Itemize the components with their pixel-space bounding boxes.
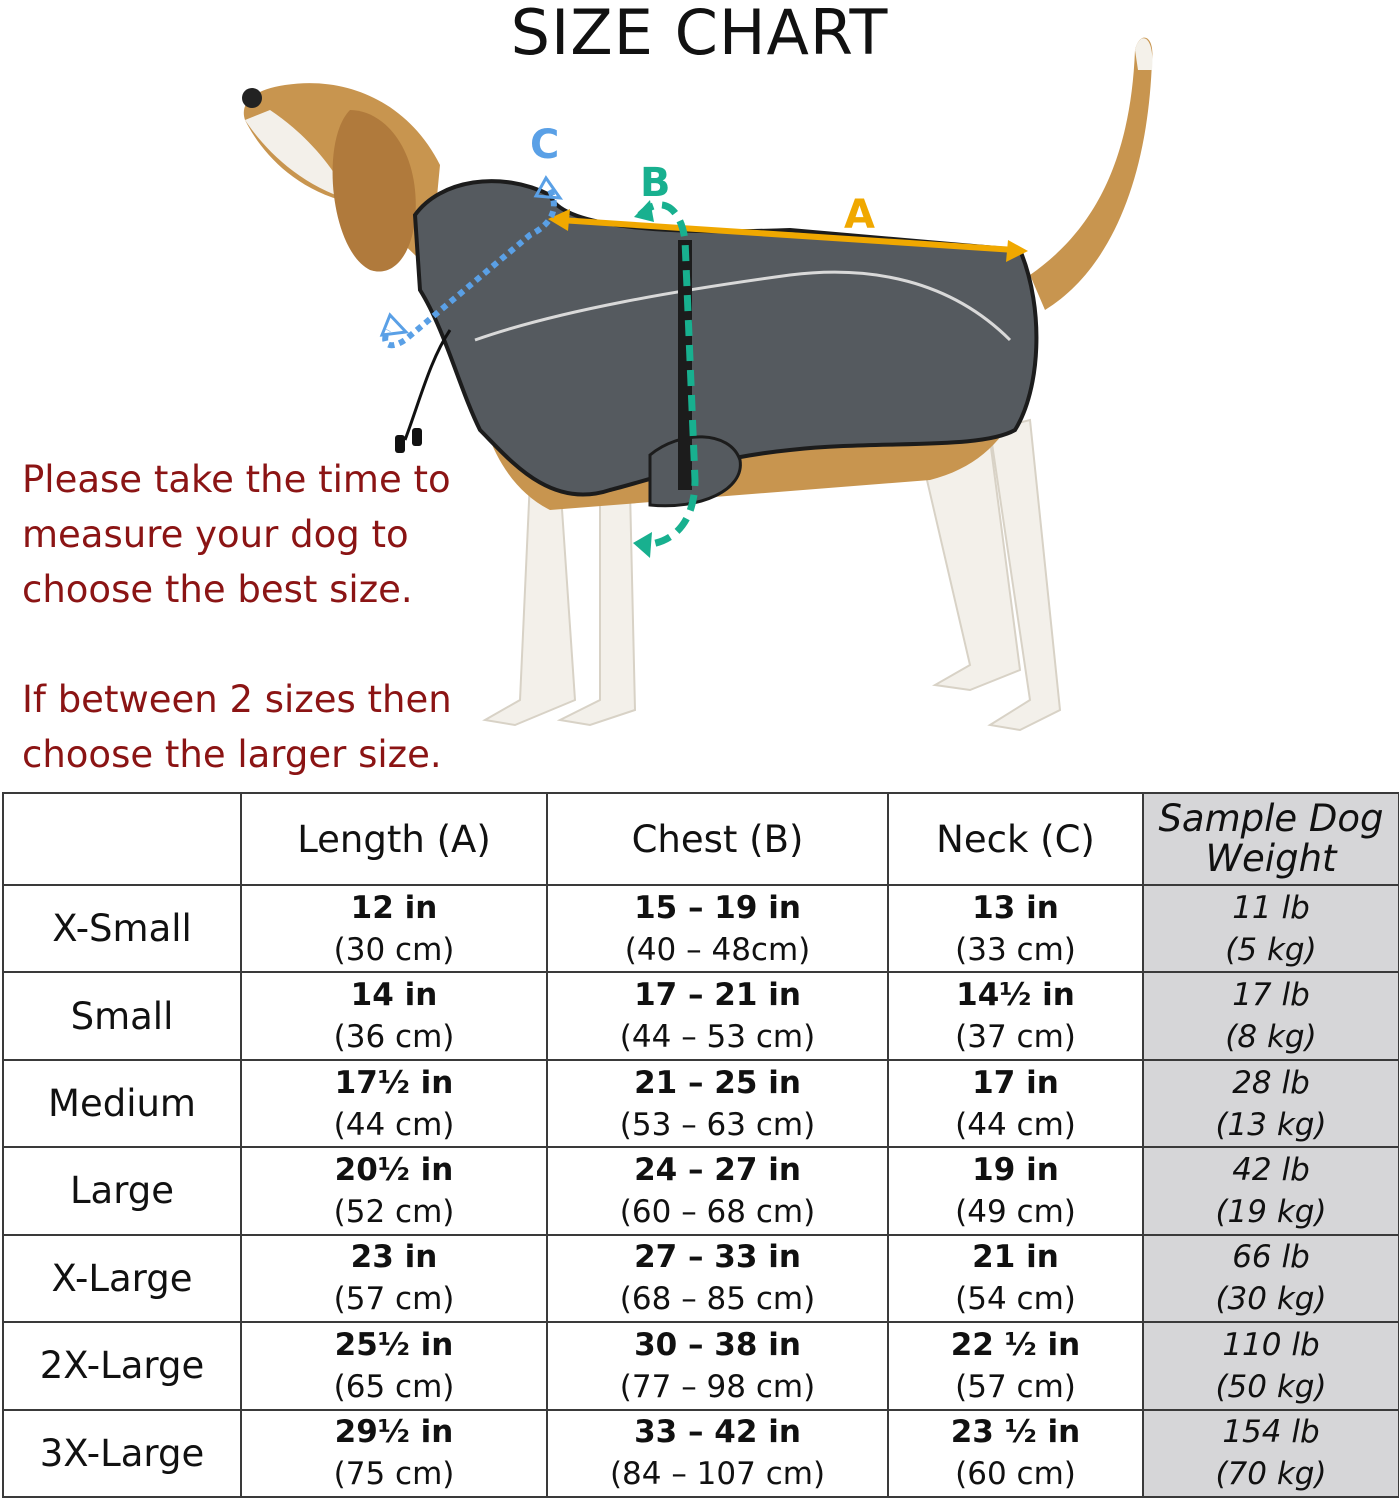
- weight-metric: (8 kg): [1225, 1019, 1317, 1056]
- size-between-instruction: [22, 672, 452, 782]
- length-cell: [241, 1410, 547, 1497]
- size-name-cell: X-Large: [3, 1235, 241, 1322]
- neck-imperial: 17 in: [972, 1064, 1059, 1101]
- size-chart-table: [2, 792, 1399, 1498]
- neck-imperial: 22 ½ in: [950, 1326, 1081, 1363]
- neck-cell: [888, 1322, 1143, 1409]
- length-cell: [241, 1147, 547, 1234]
- length-imperial: 14 in: [350, 977, 438, 1014]
- header-sample-weight: [1143, 793, 1399, 885]
- neck-cell: [888, 972, 1143, 1059]
- weight-metric: (30 kg): [1215, 1281, 1327, 1318]
- weight-imperial: 42 lb: [1232, 1151, 1310, 1188]
- weight-metric: (19 kg): [1215, 1193, 1327, 1230]
- chest-imperial: 27 – 33 in: [634, 1239, 801, 1276]
- chest-metric: (53 – 63 cm): [619, 1106, 816, 1143]
- weight-metric: (5 kg): [1225, 931, 1317, 968]
- weight-metric: (50 kg): [1215, 1368, 1327, 1405]
- weight-imperial: 66 lb: [1232, 1239, 1310, 1276]
- header-neck: Neck (C): [888, 793, 1143, 885]
- header-sample-line: Weight: [1205, 837, 1337, 880]
- table-row: [3, 1147, 1399, 1234]
- chest-imperial: 15 – 19 in: [634, 889, 801, 926]
- page-title: SIZE CHART: [510, 0, 889, 69]
- neck-imperial: 14½ in: [956, 977, 1075, 1014]
- measure-instruction: [22, 452, 451, 617]
- chest-imperial: 30 – 38 in: [634, 1326, 801, 1363]
- weight-cell: [1143, 1147, 1399, 1234]
- neck-metric: (54 cm): [955, 1281, 1076, 1318]
- neck-metric: (33 cm): [955, 931, 1076, 968]
- neck-imperial: 21 in: [972, 1239, 1059, 1276]
- note-line: If between 2 sizes then: [22, 678, 452, 721]
- length-imperial: 20½ in: [334, 1151, 454, 1188]
- neck-cell: [888, 885, 1143, 972]
- length-imperial: 12 in: [350, 889, 438, 926]
- table-header-row: [3, 793, 1399, 885]
- table-row: [3, 1060, 1399, 1147]
- length-metric: (30 cm): [333, 931, 455, 968]
- chest-cell: [547, 1322, 888, 1409]
- length-cell: [241, 1235, 547, 1322]
- chest-metric: (40 – 48cm): [624, 931, 811, 968]
- chest-cell: [547, 972, 888, 1059]
- neck-imperial: 13 in: [972, 889, 1059, 926]
- dog-tail: [1030, 38, 1152, 310]
- table-row: [3, 1235, 1399, 1322]
- chest-metric: (84 – 107 cm): [609, 1456, 826, 1493]
- chest-metric: (68 – 85 cm): [619, 1281, 816, 1318]
- header-length: Length (A): [241, 793, 547, 885]
- neck-cell: [888, 1235, 1143, 1322]
- length-cell: [241, 1322, 547, 1409]
- label-c: C: [530, 122, 560, 168]
- length-imperial: 23 in: [350, 1239, 438, 1276]
- chest-cell: [547, 1147, 888, 1234]
- size-name-cell: Large: [3, 1147, 241, 1234]
- note-line: measure your dog to: [22, 513, 409, 556]
- chest-imperial: 24 – 27 in: [634, 1151, 801, 1188]
- chest-imperial: 17 – 21 in: [634, 977, 801, 1014]
- weight-imperial: 28 lb: [1232, 1064, 1310, 1101]
- neck-metric: (49 cm): [955, 1193, 1076, 1230]
- size-name-cell: Medium: [3, 1060, 241, 1147]
- length-imperial: 17½ in: [334, 1064, 454, 1101]
- size-name-cell: Small: [3, 972, 241, 1059]
- weight-imperial: 110 lb: [1222, 1326, 1320, 1363]
- length-imperial: 25½ in: [334, 1326, 454, 1363]
- neck-imperial: 23 ½ in: [950, 1414, 1081, 1451]
- header-blank: [3, 793, 241, 885]
- dog-front-leg: [485, 480, 575, 725]
- note-line: choose the larger size.: [22, 733, 442, 776]
- neck-cell: [888, 1060, 1143, 1147]
- chest-metric: (60 – 68 cm): [619, 1193, 816, 1230]
- chest-imperial: 33 – 42 in: [634, 1414, 801, 1451]
- weight-cell: [1143, 1060, 1399, 1147]
- chest-imperial: 21 – 25 in: [634, 1064, 801, 1101]
- label-a: A: [844, 192, 875, 238]
- table-row: [3, 1410, 1399, 1497]
- weight-metric: (13 kg): [1215, 1106, 1327, 1143]
- weight-cell: [1143, 1322, 1399, 1409]
- weight-cell: [1143, 1235, 1399, 1322]
- weight-cell: [1143, 885, 1399, 972]
- size-name-cell: 3X-Large: [3, 1410, 241, 1497]
- table-row: [3, 885, 1399, 972]
- neck-metric: (44 cm): [955, 1106, 1076, 1143]
- weight-metric: (70 kg): [1215, 1456, 1327, 1493]
- weight-cell: [1143, 1410, 1399, 1497]
- size-name-cell: X-Small: [3, 885, 241, 972]
- chest-cell: [547, 1235, 888, 1322]
- length-metric: (57 cm): [333, 1281, 455, 1318]
- length-cell: [241, 885, 547, 972]
- neck-metric: (37 cm): [955, 1019, 1076, 1056]
- length-metric: (44 cm): [333, 1106, 455, 1143]
- chest-cell: [547, 1410, 888, 1497]
- weight-cell: [1143, 972, 1399, 1059]
- length-metric: (65 cm): [333, 1368, 455, 1405]
- chest-metric: (77 – 98 cm): [619, 1368, 816, 1405]
- length-cell: [241, 1060, 547, 1147]
- length-imperial: 29½ in: [334, 1414, 454, 1451]
- label-b: B: [640, 160, 671, 206]
- neck-imperial: 19 in: [972, 1151, 1059, 1188]
- size-name-cell: 2X-Large: [3, 1322, 241, 1409]
- length-metric: (36 cm): [333, 1019, 455, 1056]
- length-metric: (52 cm): [333, 1193, 455, 1230]
- table-row: [3, 972, 1399, 1059]
- chest-metric: (44 – 53 cm): [619, 1019, 816, 1056]
- table-row: [3, 1322, 1399, 1409]
- neck-metric: (57 cm): [955, 1368, 1076, 1405]
- weight-imperial: 154 lb: [1222, 1414, 1320, 1451]
- note-line: Please take the time to: [22, 458, 451, 501]
- chest-cell: [547, 885, 888, 972]
- header-chest: Chest (B): [547, 793, 888, 885]
- note-line: choose the best size.: [22, 568, 413, 611]
- neck-cell: [888, 1410, 1143, 1497]
- length-cell: [241, 972, 547, 1059]
- chest-cell: [547, 1060, 888, 1147]
- neck-cell: [888, 1147, 1143, 1234]
- neck-metric: (60 cm): [955, 1456, 1076, 1493]
- weight-imperial: 17 lb: [1232, 977, 1310, 1014]
- length-metric: (75 cm): [333, 1456, 455, 1493]
- header-sample-line: Sample Dog: [1158, 797, 1384, 840]
- weight-imperial: 11 lb: [1232, 889, 1310, 926]
